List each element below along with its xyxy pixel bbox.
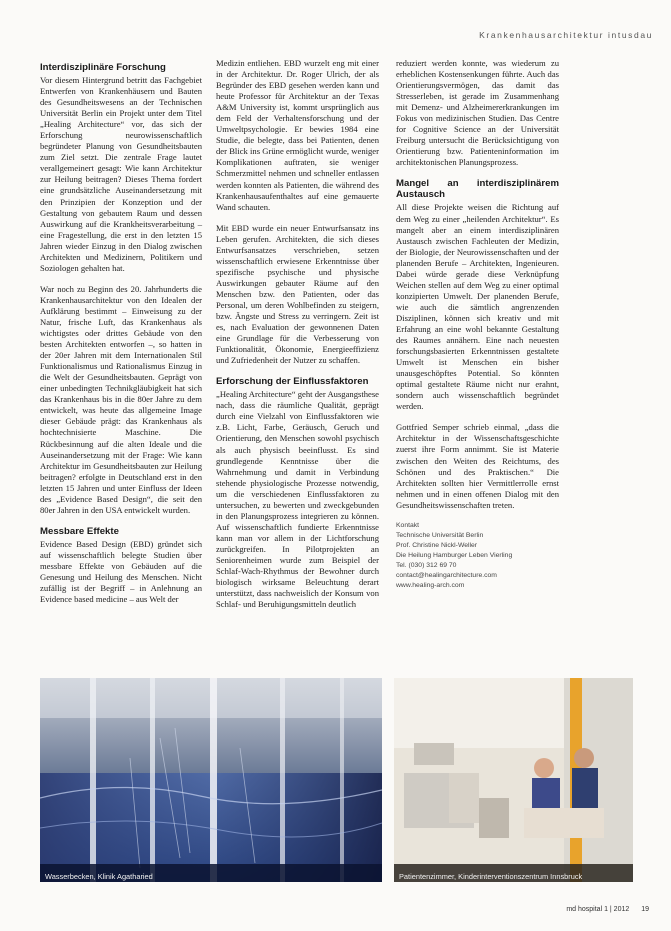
contact-line: Tel. (030) 312 69 70 (396, 561, 457, 569)
photo-water-basin (40, 678, 382, 882)
paragraph: Mit EBD wurde ein neuer Entwurfsansatz ins Leben gerufen. Architekten, die sich dieses Entwurfsansatzes verschrieben, setzen wissenschaftlich erwiesene Erkenntnisse über spezifische psychische und physische Auswirkungen gebauter Räume auf den Menschen bzw. den Patienten, oder das Personal, um deren Wohlbefinden zu steigern, bzw. Ängste und Stress zu verringern. Zeit ist es, nach Evaluation der gewonnenen Daten eine Grundlage für die Verbesserung von Funktionalität, Ökonomie, Energieeffizienz und Zufriedenheit der Nutzer zu schaffen. (216, 222, 379, 366)
heading-messbare-effekte: Messbare Effekte (40, 525, 119, 537)
section-header: Krankenhausarchitektur intusdau (479, 30, 653, 40)
photo-caption-right: Patientenzimmer, Kinderinterventionszentrum Innsbruck (399, 872, 583, 881)
patient-room-image (394, 678, 633, 882)
paragraph: Medizin entliehen. EBD wurzelt eng mit einer in der Architektur. Dr. Roger Ulrich, der als Begründer des EBD gesehen werden kann und heute Professor für Architektur an der Texas A&M University ist, kommt ursprünglich aus dem Feld der Verhaltensforschung und der Umweltpsychologie. Er bewies 1984 eine Studie, die belegte, dass bei Patienten, denen der Blick ins Grüne ermöglicht wurde, weniger Komplikationen auftraten, sie weniger Schmerzmittel nehmen und schneller entlassen werden konnten als Patienten, die während des Krankenhausaufenthaltes auf eine gemauerte Wand schauten. (216, 58, 379, 212)
contact-email: contact@healingarchitecture.com (396, 571, 497, 579)
contact-website: www.healing-arch.com (396, 581, 465, 589)
contact-label: Kontakt (396, 521, 420, 529)
paragraph: All diese Projekte weisen die Richtung auf dem Weg zu einer „heilenden Architektur“. Es mangelt aber an einem interdisziplinären Austausch zwischen Fachleuten der Medizin, der Biologie, der Neurowissenschaften und der planenden Berufe – Architekten, Ingenieuren. Dabei würde gerade diese Verknüpfung Weichen stellen auf dem Weg zu einer optimal konzipierten Umwelt. Der planenden Berufe, wie auch die sämtlich angrenzenden Disziplinen, können sich kreativ und mit Erfahrung an eine wohl bekannte Gestaltung des Raumes annähern. Eine nach neuesten forschungsbasierten Erkenntnissen gestaltete Umwelt ist Menschen ein bisher unausgeschöpftes Potential. So könnten optimal gestaltete Räume nicht nur erahnt, sondern auch wissenschaftlich begründet werden. (396, 202, 559, 412)
footer-publication: md hospital 1 | 2012 (566, 906, 630, 913)
heading-interdisziplinaere-forschung: Interdisziplinäre Forschung (40, 62, 166, 73)
paragraph: reduziert werden konnte, was wiederum zu erheblichen Kostensenkungen führte. Auch das Orientierungsvermögen, das damit das Stresserleben, ist gerade im Zusammenhang mit Demenz- und Alzheimererkrankungen im Fokus von medizinischen Studien. Das Centre for Cognitive Science an der Universität Freiburg untersucht die Berücksichtigung von Orientierung bzw. Patienteninformation im architektonischen Planungsprozess. (396, 58, 559, 168)
text-column-3 (396, 58, 559, 591)
text-column-1 (40, 62, 202, 615)
photo-caption-left: Wasserbecken, Klinik Agatharied (45, 872, 153, 881)
paragraph: Vor diesem Hintergrund betritt das Fachgebiet Entwerfen von Krankenhäusern und Bauten des Gesundheitswesens an der Technischen Universität Berlin ein Projekt unter dem Titel „Healing Architecture“ vor, das sich der Erforschung neurowissenschaftlich begründeter Planung von Gesundheitsbauten zum Ziel setzt. Die zentrale Frage lautet verallgemeinert gesagt: Wie kann Architektur zur Heilung beitragen? Dieses Thema fordert eine grundsätzliche Auseinandersetzung mit den Prinzipien der Konzeption und der Gestaltung von gebautem Raum und dessen Auswirkung auf die Krankheitsverarbeitung – eine Fragestellung, die erst in den letzten 15 Jahren wieder Einzug in den Dialog zwischen Architekten und Medizinern, Politikern und Soziologen gehalten hat. (40, 75, 202, 273)
contact-line: Die Heilung Hamburger Leben Vierling (396, 551, 513, 559)
paragraph: „Healing Architecture“ geht der Ausgangsthese nach, dass die räumliche Qualität, geprägt durch eine Vielzahl von Einflussfaktoren wie z.B. Licht, Farbe, Geräusch, Geruch und Orientierung, den Menschen sowohl psychisch als auch physisch beeinflusst. Es sind grundlegende Kenntnisse über die Wahrnehmung und damit in Verbindung stehende physiologische Prozesse notwendig, um die verschiedenen Einflussfaktoren zu untersuchen, zu bewerten und zweckgebunden in den Planungsprozess integrieren zu können. Auf wissenschaftlich fundierte Erkenntnisse kann man vor allem in der Lichtforschung zurückgreifen. In Pilotprojekten an Seniorenheimen wurde zum Beispiel der Schlaf-Wach-Rhythmus der Bewohner durch biologisch wirksame Beleuchtung derart unterstützt, dass nachweislich der Konsum von Schlaf- und Beruhigungsmitteln deutlich (216, 389, 379, 610)
paragraph: War noch zu Beginn des 20. Jahrhunderts die Krankenhausarchitektur von den Idealen der Aufklärung bestimmt – Einweisung zu der Natur, frische Luft, das Krankenhaus als wichtigstes oder drittes Gebäude von den besten Architekten entworfen –, so hatten in der 20er Jahren mit dem Internationalen Stil Funktionalismus und Rationalismus Einzug in die Welt der Gesundheitsbauten. Geprägt von einer unbedingten Technikgläubigkeit hat sich das Krankenhaus bis in die 80er Jahre zu dem entwickelt, was heute das allgemeine Image dieser Gebäude prägt: das Krankenhaus als hochtechnisierte Maschine. Die Rückbesinnung auf die alten Ideale und die Auseinandersetzung mit der Frage: Wie kann Architektur im Gesundheitsbauten zur Heilung beitragen? erfolgte in Deutschland erst in den letzten 15 Jahren und unter Einfluss der Ideen des „Evidence Based Design“, die seit den 80er Jahren in den USA entwickelt wurden. (40, 283, 202, 515)
paragraph: Gottfried Semper schrieb einmal, „dass die Architektur in der Wissenschaftsgeschichte zuerst ihre Form annimmt. Sie ist Materie zwischen den Weiten des Reichtums, des Schönen und des Praktischen.“ Die Architekten sollten hier Vermittlerrolle ernst nehmen und in einen offenen Dialog mit den Gesundheitswissenschaften treten. (396, 422, 559, 510)
heading-mangel-austausch: Mangel an interdisziplinärem Austausch (396, 178, 559, 201)
contact-line: Prof. Christine Nickl-Weller (396, 541, 478, 549)
text-column-2 (216, 58, 379, 620)
heading-erforschung-einflussfaktoren: Erforschung der Einflussfaktoren (216, 376, 369, 388)
photo-patient-room (394, 678, 633, 882)
page-number: 19 (641, 906, 649, 913)
contact-line: Technische Universität Berlin (396, 531, 484, 539)
page-footer (566, 906, 649, 913)
contact-block (396, 521, 559, 591)
water-basin-image (40, 678, 382, 882)
paragraph: Evidence Based Design (EBD) gründet sich auf wissenschaftlich belegte Studien über messbare Effekte von Gebäuden auf die Genesung und Heilung des Menschen. Nicht zufällig ist der Begriff – in Anlehnung an Evidence based medicine – aus Welt der (40, 538, 202, 605)
